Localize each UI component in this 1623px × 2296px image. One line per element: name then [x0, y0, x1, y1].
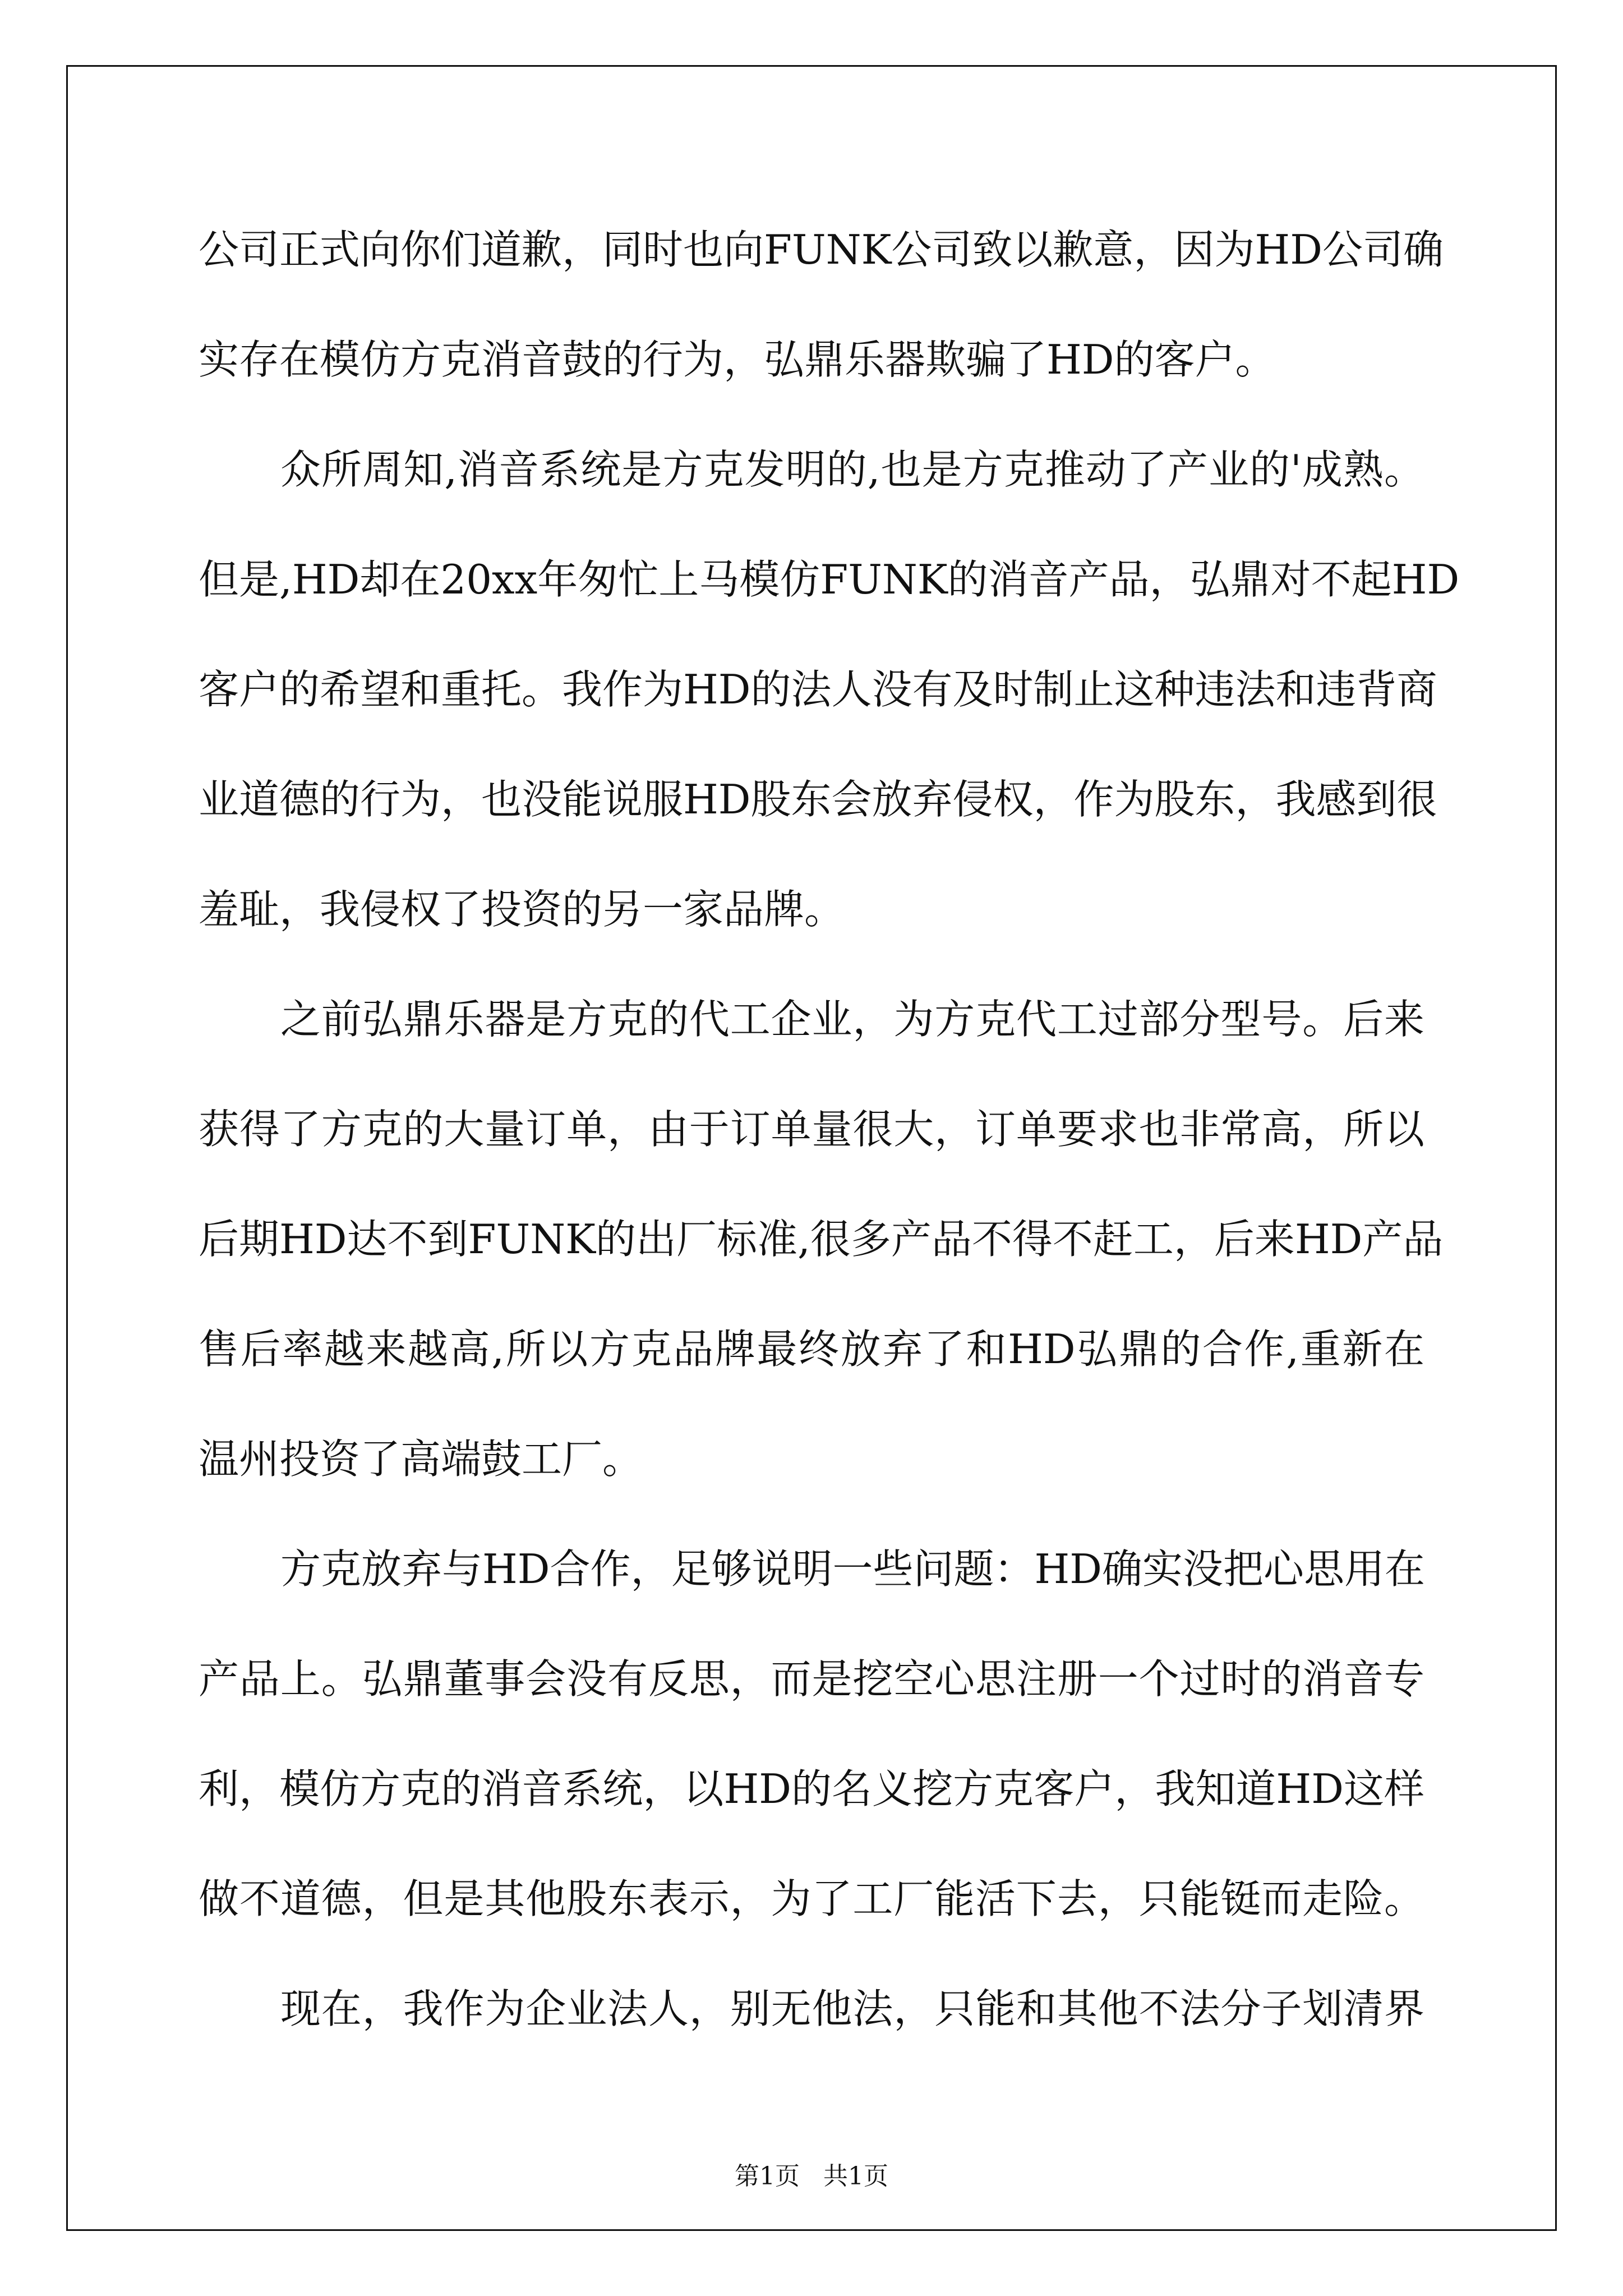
text-line: 众所周知,消音系统是方克发明的,也是方克推动了产业的'成熟。: [280, 446, 1424, 493]
text-line: 获得了方克的大量订单，由于订单量很大，订单要求也非常高，所以: [199, 1106, 1424, 1153]
text-line: 产品上。弘鼎董事会没有反思，而是挖空心思注册一个过时的消音专: [199, 1655, 1424, 1703]
text-line: 但是,HD却在20xx年匆忙上马模仿FUNK的消音产品，弘鼎对不起HD: [199, 556, 1460, 603]
text-line: 实存在模仿方克消音鼓的行为，弘鼎乐器欺骗了HD的客户。: [199, 336, 1276, 383]
text-line: 现在，我作为企业法人，别无他法，只能和其他不法分子划清界: [280, 1985, 1424, 2032]
text-line: 公司正式向你们道歉，同时也向FUNK公司致以歉意，因为HD公司确: [199, 226, 1444, 273]
text-line: 业道德的行为，也没能说服HD股东会放弃侵权，作为股东，我感到很: [199, 776, 1437, 823]
text-line: 客户的希望和重托。我作为HD的法人没有及时制止这种违法和违背商: [199, 666, 1437, 713]
text-line: 羞耻，我侵权了投资的另一家品牌。: [199, 886, 845, 933]
page-footer: 第1页 共1页: [735, 2162, 888, 2191]
text-line: 方克放弃与HD合作，足够说明一些问题：HD确实没把心思用在: [280, 1545, 1426, 1593]
text-line: 利，模仿方克的消音系统，以HD的名义挖方克客户，我知道HD这样: [199, 1765, 1424, 1812]
text-line: 后期HD达不到FUNK的出厂标准,很多产品不得不赶工，后来HD产品: [199, 1216, 1444, 1263]
text-line: 售后率越来越高,所以方克品牌最终放弃了和HD弘鼎的合作,重新在: [199, 1326, 1424, 1373]
document-body: [199, 208, 1460, 2077]
text-line: 温州投资了高端鼓工厂。: [199, 1435, 643, 1483]
text-line: 做不道德，但是其他股东表示，为了工厂能活下去，只能铤而走险。: [199, 1875, 1424, 1922]
text-line: 之前弘鼎乐器是方克的代工企业，为方克代工过部分型号。后来: [280, 996, 1424, 1043]
